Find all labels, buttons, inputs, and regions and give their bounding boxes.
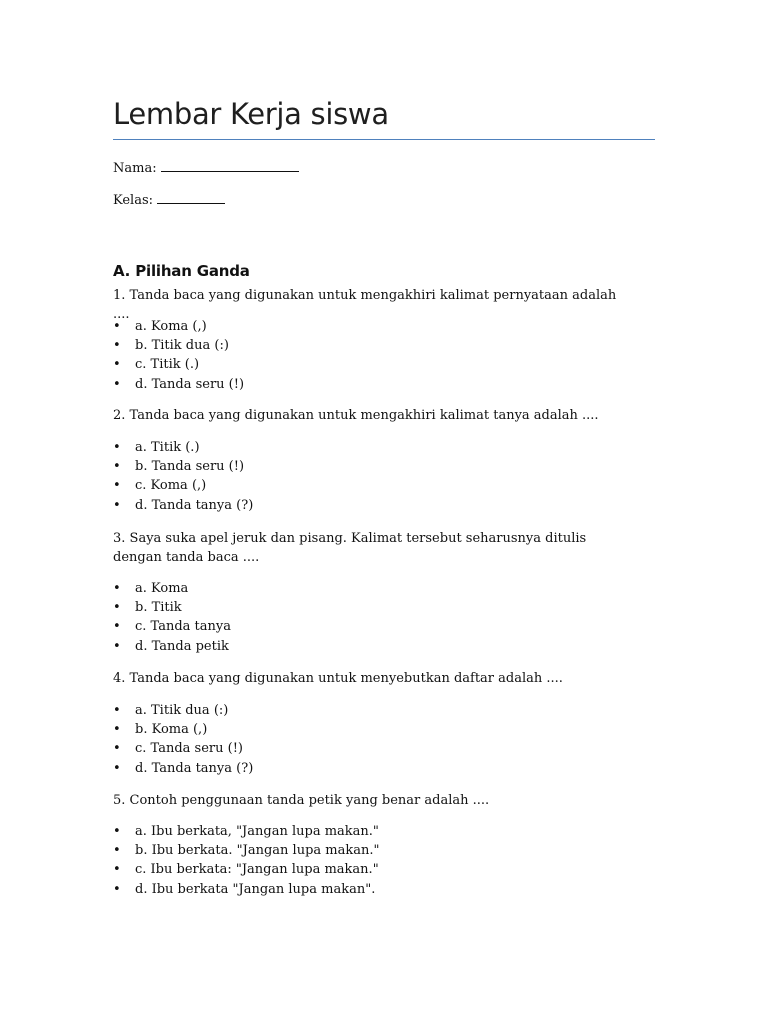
bullet-icon: • — [113, 338, 121, 354]
option-item — [113, 496, 253, 515]
option-text: c. Ibu berkata: "Jangan lupa makan." — [135, 862, 379, 878]
name-field — [113, 158, 299, 179]
option-text: b. Titik dua (:) — [135, 338, 229, 354]
title-divider — [113, 139, 655, 140]
section-a-heading: A. Pilihan Ganda — [113, 262, 250, 280]
question-2-options — [113, 438, 253, 515]
option-item — [113, 739, 253, 758]
option-text: d. Ibu berkata "Jangan lupa makan". — [135, 881, 376, 897]
option-item — [113, 860, 379, 879]
option-text: d. Tanda tanya (?) — [135, 760, 254, 776]
bullet-icon: • — [113, 600, 121, 616]
option-item — [113, 637, 231, 656]
bullet-icon: • — [113, 722, 121, 738]
name-blank-line — [161, 158, 299, 172]
question-3-options — [113, 579, 231, 656]
bullet-icon: • — [113, 497, 121, 513]
option-text: a. Titik (.) — [135, 440, 200, 455]
bullet-icon: • — [113, 357, 121, 373]
option-text: a. Koma — [135, 581, 189, 596]
class-blank-line — [157, 190, 225, 204]
option-text: a. Koma (,) — [135, 319, 207, 334]
option-item — [113, 720, 253, 739]
option-item — [113, 317, 244, 336]
option-text: c. Koma (,) — [135, 478, 207, 494]
option-text: a. Ibu berkata, "Jangan lupa makan." — [135, 824, 379, 839]
option-text: c. Tanda seru (!) — [135, 741, 243, 757]
class-field — [113, 190, 225, 211]
bullet-icon: • — [113, 619, 121, 635]
bullet-icon: • — [113, 862, 121, 878]
option-text: a. Titik dua (:) — [135, 703, 229, 718]
option-text: d. Tanda tanya (?) — [135, 497, 254, 513]
question-4: 4. Tanda baca yang digunakan untuk menyebutkan daftar adalah .... — [113, 671, 563, 686]
question-3: 3. Saya suka apel jeruk dan pisang. Kalimat tersebut seharusnya ditulis dengan tanda baca .... — [113, 531, 587, 565]
option-item — [113, 617, 231, 636]
option-text: d. Tanda seru (!) — [135, 376, 245, 392]
bullet-icon: • — [113, 459, 121, 475]
bullet-icon: • — [113, 319, 121, 334]
class-label: Kelas: — [113, 193, 154, 208]
option-item — [113, 822, 379, 841]
option-item — [113, 336, 244, 355]
option-item — [113, 438, 253, 457]
bullet-icon: • — [113, 843, 121, 859]
bullet-icon: • — [113, 376, 121, 392]
option-text: b. Ibu berkata. "Jangan lupa makan." — [135, 843, 380, 859]
question-5-options — [113, 822, 379, 899]
option-item — [113, 880, 379, 899]
option-item — [113, 375, 244, 394]
bullet-icon: • — [113, 703, 121, 718]
option-text: b. Koma (,) — [135, 722, 208, 738]
question-5: 5. Contoh penggunaan tanda petik yang benar adalah .... — [113, 793, 490, 808]
bullet-icon: • — [113, 440, 121, 455]
page-title: Lembar Kerja siswa — [113, 97, 389, 131]
bullet-icon: • — [113, 478, 121, 494]
option-text: c. Tanda tanya — [135, 619, 231, 635]
name-label: Nama: — [113, 161, 157, 176]
bullet-icon: • — [113, 760, 121, 776]
question-1: 1. Tanda baca yang digunakan untuk mengakhiri kalimat pernyataan adalah .... — [113, 288, 617, 322]
option-item — [113, 355, 244, 374]
option-text: d. Tanda petik — [135, 638, 229, 654]
option-item — [113, 841, 379, 860]
option-text: c. Titik (.) — [135, 357, 200, 373]
option-item — [113, 457, 253, 476]
option-item — [113, 598, 231, 617]
question-2: 2. Tanda baca yang digunakan untuk mengakhiri kalimat tanya adalah .... — [113, 408, 599, 423]
option-item — [113, 701, 253, 720]
bullet-icon: • — [113, 581, 121, 596]
question-1-options — [113, 317, 244, 394]
bullet-icon: • — [113, 881, 121, 897]
bullet-icon: • — [113, 824, 121, 839]
option-text: b. Titik — [135, 600, 182, 616]
option-item — [113, 759, 253, 778]
bullet-icon: • — [113, 741, 121, 757]
option-item — [113, 579, 231, 598]
question-4-options — [113, 701, 253, 778]
bullet-icon: • — [113, 638, 121, 654]
option-text: b. Tanda seru (!) — [135, 459, 245, 475]
option-item — [113, 476, 253, 495]
